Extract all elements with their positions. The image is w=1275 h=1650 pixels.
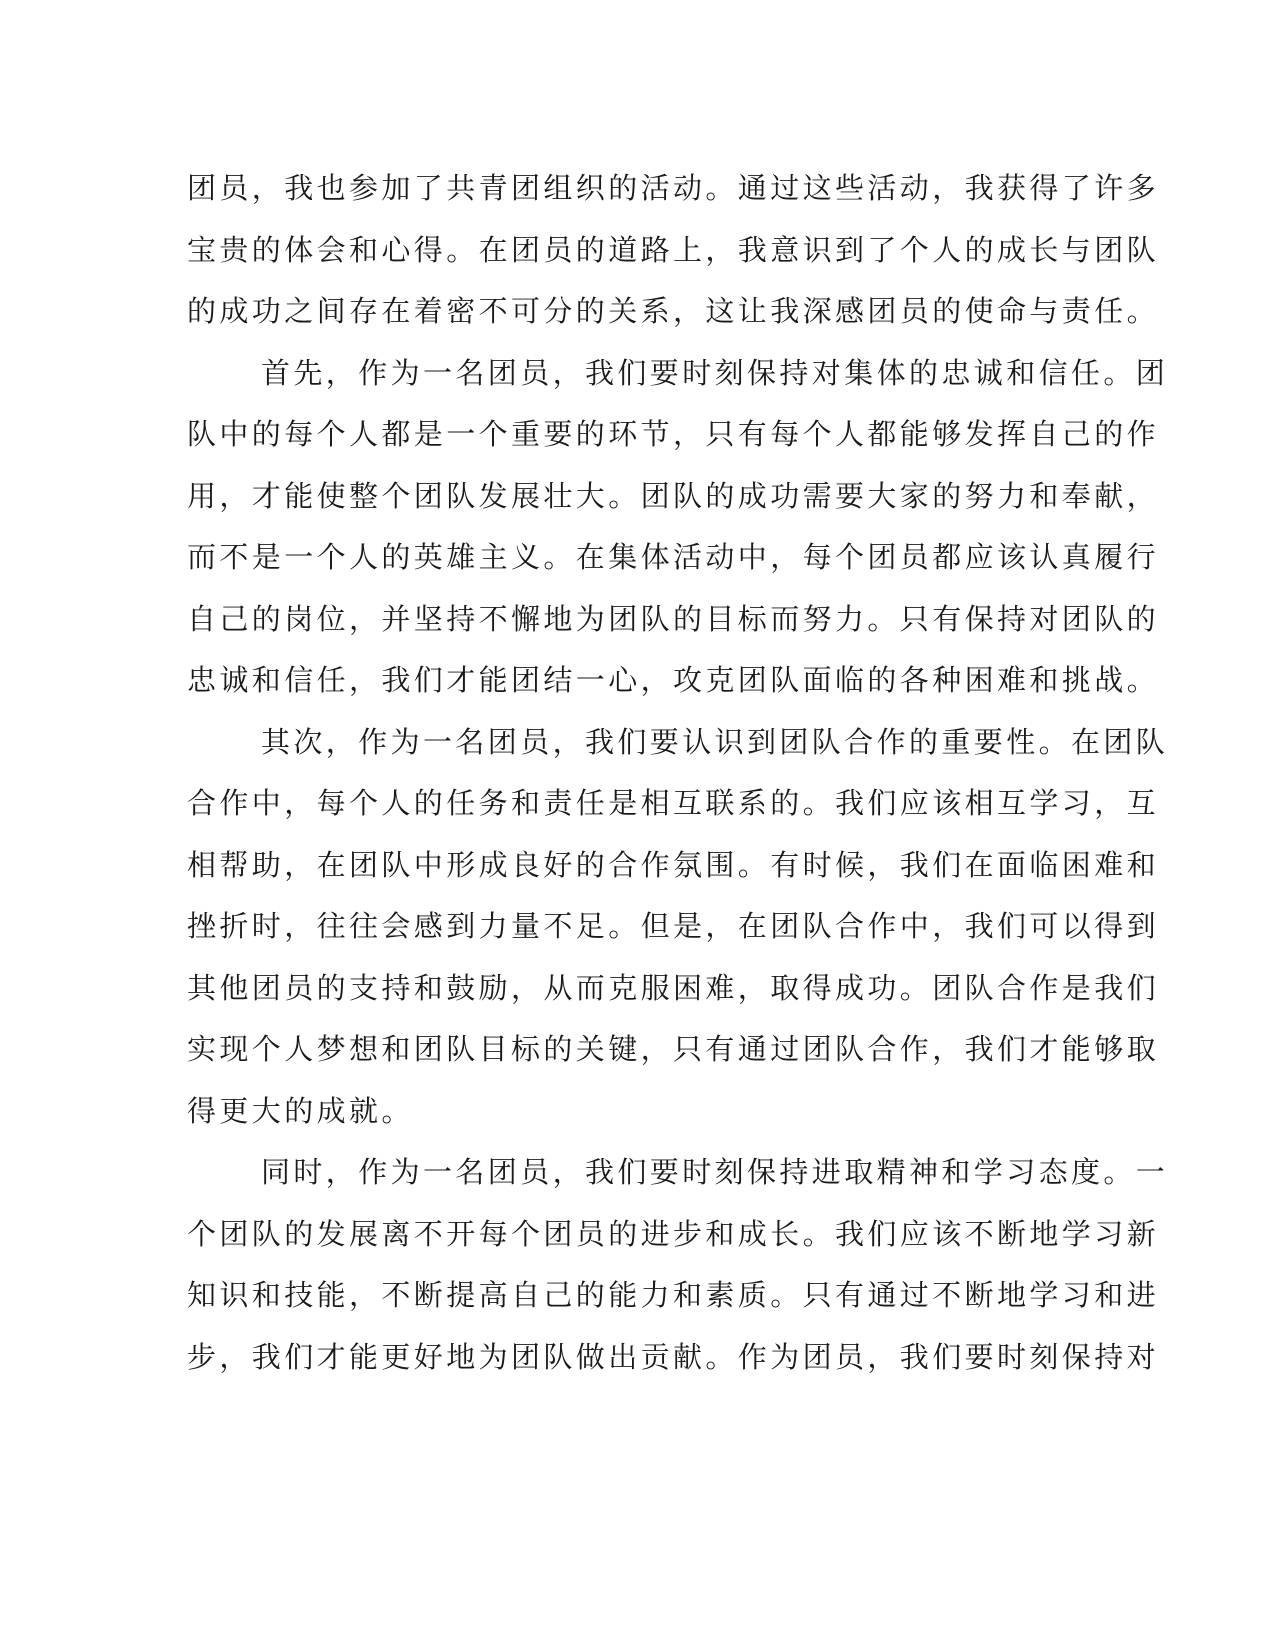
text-line: 自己的岗位，并坚持不懈地为团队的目标而努力。只有保持对团队的 xyxy=(187,601,1160,636)
paragraph-4 xyxy=(187,1142,1169,1388)
paragraph-1 xyxy=(187,158,1160,343)
text-line: 合作中，每个人的任务和责任是相互联系的。我们应该相互学习，互 xyxy=(187,786,1160,820)
text-line: 的成功之间存在着密不可分的关系，这让我深感团员的使命与责任。 xyxy=(187,294,1160,328)
text-line: 同时，作为一名团员，我们要时刻保持进取精神和学习态度。一 xyxy=(261,1155,1169,1189)
text-line: 挫折时，往往会感到力量不足。但是，在团队合作中，我们可以得到 xyxy=(187,909,1160,943)
text-line: 用，才能使整个团队发展壮大。团队的成功需要大家的努力和奉献， xyxy=(187,478,1160,513)
text-line: 其他团员的支持和鼓励，从而克服困难，取得成功。团队合作是我们 xyxy=(187,970,1160,1005)
text-line: 实现个人梦想和团队目标的关键，只有通过团队合作，我们才能够取 xyxy=(187,1032,1160,1066)
paragraph-3 xyxy=(187,712,1169,1143)
text-line: 首先，作为一名团员，我们要时刻保持对集体的忠诚和信任。团 xyxy=(261,355,1169,390)
paragraph-2 xyxy=(187,343,1169,712)
body-text xyxy=(187,158,1169,1388)
text-line: 相帮助，在团队中形成良好的合作氛围。有时候，我们在面临困难和 xyxy=(187,847,1160,882)
text-line: 而不是一个人的英雄主义。在集体活动中，每个团员都应该认真履行 xyxy=(187,540,1160,574)
text-line: 得更大的成就。 xyxy=(187,1093,414,1128)
text-line: 个团队的发展离不开每个团员的进步和成长。我们应该不断地学习新 xyxy=(187,1216,1160,1251)
text-line: 团员，我也参加了共青团组织的活动。通过这些活动，我获得了许多 xyxy=(187,171,1160,205)
text-line: 忠诚和信任，我们才能团结一心，攻克团队面临的各种困难和挑战。 xyxy=(187,663,1160,697)
text-line: 队中的每个人都是一个重要的环节，只有每个人都能够发挥自己的作 xyxy=(187,417,1160,451)
text-line: 宝贵的体会和心得。在团员的道路上，我意识到了个人的成长与团队 xyxy=(187,232,1160,267)
text-line: 步，我们才能更好地为团队做出贡献。作为团员，我们要时刻保持对 xyxy=(187,1339,1160,1374)
text-line: 其次，作为一名团员，我们要认识到团队合作的重要性。在团队 xyxy=(261,724,1169,759)
text-line: 知识和技能，不断提高自己的能力和素质。只有通过不断地学习和进 xyxy=(187,1278,1160,1312)
